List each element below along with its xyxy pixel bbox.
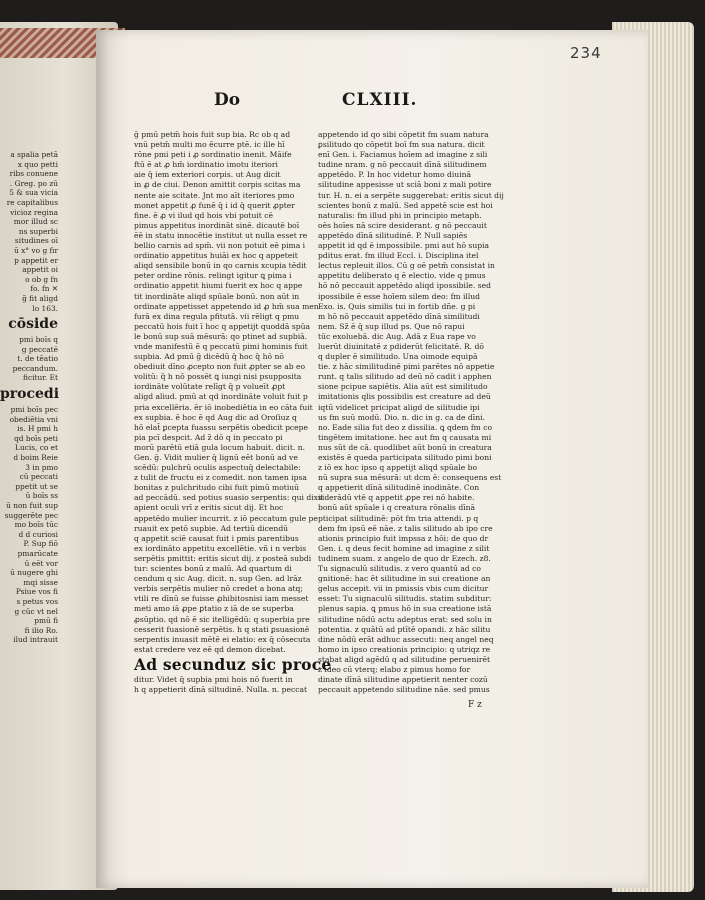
text-line: ftū ē at ꝓ hm̄ iordinatio imotu iteriori bbox=[134, 160, 278, 170]
text-line: bellio carnis ad spm̄. vii non potuit eē pima i bbox=[134, 241, 306, 251]
text-line: apient oculi vrī z eritis sicut dij. Et hoc bbox=[134, 503, 284, 513]
text-line: obediuit dīno ꝓcepto non fuit ꝓpter se ab eo bbox=[134, 362, 306, 372]
text-line: ficitur. Et bbox=[23, 373, 58, 383]
text-line: vnū petm̄ multi mo ēcurre ptē. ic ille hī bbox=[134, 140, 285, 150]
text-line: 3 in pmo bbox=[25, 462, 58, 472]
text-line: homo in ipso creationis principio: q utriqz re bbox=[318, 644, 491, 654]
text-line: hō nō peccauit appetēdo aliqd ipossibile. sed bbox=[318, 281, 491, 291]
text-column-left bbox=[134, 130, 332, 730]
text-line: appetit oi bbox=[22, 265, 58, 275]
text-line: ū x° vo g fir bbox=[14, 245, 58, 255]
text-line: z tulit de fructu ei z comedit. non tamen ipsa bbox=[134, 473, 307, 483]
text-line: vicioz regina bbox=[10, 207, 58, 217]
text-line: ū boīs ss bbox=[25, 491, 58, 501]
text-line: estat credere vez eē qd demon dicebat. bbox=[134, 644, 286, 654]
text-line: p appetit er bbox=[14, 255, 58, 265]
text-line: q appetit sciē causat fuit i pmis parentibus bbox=[134, 533, 299, 543]
text-line: g̃ fit aligd bbox=[22, 293, 58, 303]
text-line: ordinatio appetitus huiāi ex hoc q appeteit bbox=[134, 251, 298, 261]
text-line: mqi sisse bbox=[23, 577, 58, 587]
text-line: cōside bbox=[8, 316, 58, 333]
text-line: appetēdo mulier incurrit. z iō peccatum gule pe bbox=[134, 513, 318, 523]
text-line: ēē in statu innocētie institut ut nulla esset re bbox=[134, 230, 308, 240]
text-line: peccandum. bbox=[12, 363, 58, 373]
text-line: scientes bonū z malū. Sed appetē scie est hoi bbox=[318, 200, 493, 210]
text-line: pmarūcate bbox=[17, 548, 58, 558]
running-head-left: Do bbox=[214, 90, 241, 110]
text-line: situdines oī bbox=[14, 236, 58, 246]
text-line: naturalis: fm illud phi in principio metaph. bbox=[318, 210, 482, 220]
text-line: pmi boīs q bbox=[19, 335, 58, 345]
text-line: tit inordināte aliqd spūale bonū. non aūt in bbox=[134, 291, 300, 301]
recto-page bbox=[96, 30, 648, 888]
text-line: ordinatio appetit hiumi fuerit ex hoc q appe bbox=[134, 281, 303, 291]
text-line: Exo. is. Quis similis tui in fortib dñe. g pi bbox=[318, 301, 476, 311]
text-line: ꝑsilitudo qo cōpetit boī fm sua natura. dicit bbox=[318, 140, 485, 150]
text-line: pia pcī despcit. Ad z̃ dō q in peccato pi bbox=[134, 432, 283, 442]
text-line: peter ordine rōnis. relingt igitur ꝗ pima i bbox=[134, 271, 292, 281]
text-line: P. Sup fiō bbox=[23, 539, 58, 549]
text-line: silitudine nōdū actu adeptus erat: sed solu in bbox=[318, 614, 492, 624]
text-line: ditur. Videt q̄ supbia pmi hois nō fuerit in bbox=[134, 674, 293, 684]
text-line: appetendo id qo sibi cōpetit fm suam natura bbox=[318, 130, 489, 139]
text-line: Gen. i. q deus fecit homine ad imagine z silit bbox=[318, 543, 490, 553]
text-line: peccauit appetendo silitudine nāe. sed pmus bbox=[318, 685, 490, 695]
text-line: g cūc vt nel bbox=[14, 606, 58, 616]
text-line: dine nōdū erāt adhuc assecuti: neq angel neq bbox=[318, 634, 494, 644]
text-line: q dupler ē similitudo. Una oimode equipā bbox=[318, 352, 478, 362]
text-line: vnde manifestū ē q peccatū pimi hominis fuit bbox=[134, 341, 308, 351]
text-line: ū non fuit sup bbox=[6, 501, 58, 510]
text-line: pticipat silitudinē: pōt fm tria attendi. p q bbox=[318, 513, 479, 523]
text-line: lo 163. bbox=[32, 303, 58, 313]
text-line: a spalia petā bbox=[10, 150, 58, 159]
text-line: nem. Sz̃ ē q̄ sup illud ps. Que nō rapui bbox=[318, 321, 465, 331]
text-line: le bonū sup suā mēsurā: qo ptinet ad supbiā. bbox=[134, 331, 308, 341]
text-line: dem fm ipsū eē nāe. z talis silitudo ab ipo cre bbox=[318, 523, 493, 533]
text-line: appetēdo dīnā silitudinē. P. Null sapiēs bbox=[318, 230, 468, 240]
text-line: ns superbi bbox=[18, 226, 58, 236]
text-line: ilud intrauit bbox=[13, 635, 58, 645]
text-line: rōne pmi peti i ꝓ sordinatio inenit. Māife bbox=[134, 150, 292, 160]
text-line: esset: Tu signaculū silitudis. statim subditur: bbox=[318, 594, 492, 604]
text-line: ū nugere ghi bbox=[10, 568, 58, 578]
text-line: tudinem suam. z angelo de quo dr Ezech. z8. bbox=[318, 553, 491, 563]
text-line: obediētia vni bbox=[9, 414, 58, 424]
text-line: sione pcipue sapiētis. Alia aūt est similitudo bbox=[318, 382, 488, 392]
text-line: appetitu deliberato q ē electio. vide q pmus bbox=[318, 271, 486, 281]
text-line: nus sūt de cā. quodlibet aūt bonū in creatura bbox=[318, 442, 492, 452]
text-line: ribs conuene bbox=[9, 169, 58, 179]
text-line: t. de tēatio bbox=[17, 354, 58, 364]
text-line: ad peccādū. sed potius suasio serpentis: qui dixit bbox=[134, 493, 324, 503]
text-line: ḡ pmū petm̄ hois fuit sup bia. Rc ob q ad bbox=[134, 130, 291, 139]
text-line: cendum q sic Aug. dicit. n. sup Gen. ad lrāz bbox=[134, 574, 302, 584]
text-line: o ob g fn bbox=[25, 274, 58, 284]
text-line: Gen. ḡ. Vidit mulier q̄ lignū eēt bonū ad ve bbox=[134, 453, 298, 462]
text-line: qd boīs peti bbox=[14, 433, 58, 443]
text-line: hō elat̄ ꝑcepta fuassu serpētis obedicit pcepe bbox=[134, 422, 309, 432]
section-heading: Ad secunduz sic proce bbox=[134, 654, 332, 674]
text-line: siderādū vtē q appetit ꝓpe rei nō habite. bbox=[318, 493, 475, 503]
text-line: tudine nram. g nō peccauit dīnā silitudinem bbox=[318, 160, 487, 170]
text-line: Psiue vos fi bbox=[15, 587, 58, 597]
text-line: runt. q talis silitudo ad deū nō cadit i apphen bbox=[318, 372, 492, 382]
text-line: bonū aūt spūale i q creatura rōnalis dīnā bbox=[318, 503, 476, 513]
text-line: dinate dīnā silitudine appetierit nenter cozū bbox=[318, 675, 488, 685]
text-line: q appetierit dīnā silitudinē inodināte. Con bbox=[318, 483, 480, 493]
text-line: pmi boīs pec bbox=[10, 405, 58, 415]
text-line: tie. z hāc similitudinē pimi parētes nō appetie bbox=[318, 362, 495, 372]
running-head-right: CLXIII. bbox=[342, 90, 418, 110]
text-line: in ꝓ de ciui. Denon amittit corpis scitas ma bbox=[134, 180, 301, 190]
text-line: aliqd sensibile bonū in qo carnis xcupia tēdit bbox=[134, 261, 307, 271]
text-line: . Greg. po zū bbox=[9, 178, 58, 188]
text-line: ex supbia. ē hoc ē qd Aug dic ad Oroſiuz q bbox=[134, 412, 297, 422]
text-line: peccatū hois fuit ī hoc q appetijt quoddā spūa bbox=[134, 321, 310, 331]
text-column-right bbox=[318, 130, 504, 730]
text-line: nū supra sua mēsurā: ut dcm ē: consequens est bbox=[318, 473, 502, 483]
text-line: cū peccati bbox=[19, 472, 58, 482]
text-line: pria excellēria. ēr iō inobediētia in eo cāta fuit bbox=[134, 402, 313, 412]
text-line: scēdū: pulchrū oculis aspectuq̄ delectabile: bbox=[134, 463, 301, 473]
text-line: no. Eade silia fut deo z dissilia. ꝗ qdem fm co bbox=[318, 422, 493, 432]
text-line: ordinate appetisset appetendo id ꝓ hm̄ sua men bbox=[134, 301, 319, 311]
folio-number: 234 bbox=[570, 44, 602, 62]
text-line: volitū: q̄ h nō possēt ꝗ iungi nisi psupposita bbox=[134, 372, 302, 382]
text-line: s petus vos bbox=[16, 596, 58, 606]
text-line: pmū fi bbox=[34, 616, 58, 626]
text-line: iqtū videlicet pricipat aligd de silitudie ipi bbox=[318, 402, 480, 412]
text-line: d boim Reie bbox=[13, 453, 58, 463]
text-line: ipossibile ē esse hoīem silem deo: fm illud bbox=[318, 291, 481, 301]
text-line: gelus accepit. vii in pmissis vbis cum dicitur bbox=[318, 584, 489, 594]
text-line: monet appetit ꝓ funē q̄ i id q̄ querit ꝓpter bbox=[134, 200, 295, 210]
text-line: morū parētū etiā gula locum habuit. dicit. n. bbox=[134, 442, 306, 452]
text-line: potentia. z quātū ad ptītē opandi. z hāc silitu bbox=[318, 624, 491, 634]
text-line: tūc exoluebā. dic Aug. Adā z Eua rape vo bbox=[318, 331, 476, 341]
text-line: enī Gen. i. Faciamus hoīem ad imagine z sili bbox=[318, 150, 488, 160]
text-line: verbis serpētis mulier nō credet a bona atq; bbox=[134, 584, 303, 594]
text-line: h q appetierit dīnā siltudinē. Nulla. n. peccat bbox=[134, 684, 308, 694]
text-line: vtili re dīnū se fuisse ꝓhibitosnisi iam messet bbox=[134, 594, 309, 604]
text-line: suggerēte pec bbox=[4, 510, 58, 520]
text-line: x quo petti bbox=[17, 159, 58, 169]
text-line: tur: scientes bonū z malū. Ad quartum di bbox=[134, 564, 292, 574]
text-line: ationis principio fuit impssa z hōi: de quo dr bbox=[318, 533, 489, 543]
text-line: pditus erat. fm illud Eccl. i. Disciplina itel bbox=[318, 251, 479, 261]
text-line: Tu signaculū silitudis. z vero quantū ad co bbox=[318, 564, 481, 574]
text-line: plenus sapia. ꝗ pmus hō in sua creatione istā bbox=[318, 604, 492, 614]
text-line: fo. fn ✕ bbox=[30, 284, 58, 294]
text-line: stabat aligd agēdū q ad silitudine peruenirēt bbox=[318, 654, 491, 664]
text-line: imitationis qlis possibilis est creature ad deū bbox=[318, 392, 491, 402]
text-line: lectus repleuit illos. Cū g oē petm̄ consistat in bbox=[318, 261, 495, 271]
text-line: ū eēt vor bbox=[24, 558, 58, 568]
text-line: mor illud sc bbox=[13, 217, 58, 227]
text-line: nente aie scitate. Jnt mo aīt iteriores pmo bbox=[134, 190, 295, 200]
catchword: F z bbox=[468, 700, 482, 710]
text-line: 5 & sua vicia bbox=[9, 188, 58, 198]
text-line: furā ex dina regula pfitutā. vii rēligt q pmu bbox=[134, 311, 300, 321]
text-line: silitudine appesisse ut sciā boni z mali potire bbox=[318, 180, 492, 190]
text-line: fi ilio Ro. bbox=[24, 625, 58, 635]
text-line: z ideo cū vterq; elabo z pimus homo for bbox=[318, 664, 471, 674]
text-line: d d curiosi bbox=[18, 529, 58, 539]
text-line: g peccatē bbox=[21, 344, 58, 354]
text-line: serpentis inuasit mētē ei elatio: ex q̄ cōsecuta bbox=[134, 634, 311, 644]
text-line: tur. H. n. ei a serpēte suggerebat: eritis sicut dij bbox=[318, 190, 504, 200]
text-line: oēs hoīes nā scire desiderant. g nō peccauit bbox=[318, 220, 487, 230]
text-line: Lucis, co et bbox=[15, 443, 58, 453]
text-line: cesserit fuasionē serpētis. h q stati ꝑsuasionē bbox=[134, 624, 310, 634]
text-line: appetēdo. P. In hoc videtur homo diuinā bbox=[318, 170, 471, 180]
text-line: fine. ē ꝓ vi ilud qd hois vbi potuit cē bbox=[134, 210, 273, 220]
text-line: serpētis pmittit: eritis sicut dij. z posteā subdi bbox=[134, 553, 312, 563]
text-line: gnitionē: hac ēt silitudine in sui creatione an bbox=[318, 574, 491, 584]
text-line: z iō ex hoc ipso q appetijt aliqd spūale bo bbox=[318, 463, 478, 473]
text-line: pimus appetitus inordināt sinē. dicautē boī bbox=[134, 220, 300, 230]
text-line: procedi bbox=[0, 386, 60, 403]
text-line: existēs ē queda participata silitudo pimi boni bbox=[318, 453, 492, 462]
text-line: ppetit ut se bbox=[15, 481, 58, 491]
text-line: bonitas z pulchritudo cibi fuit pimū motiuū bbox=[134, 483, 300, 493]
text-line: ex iordināto appetitu excellētie. vñ i n verbis bbox=[134, 543, 307, 553]
text-line: is. H pmi h bbox=[17, 424, 58, 434]
text-line: m hō nō peccauit appetēdo dīnā similitudi bbox=[318, 311, 480, 321]
text-line: meti amo iā ꝓpe ꝑtatio z iā de se superba bbox=[134, 604, 294, 614]
text-line: us fm suū modū. Dio. n. dic in g. ca de dīni. bbox=[318, 412, 485, 422]
text-line: luerūt diuinitatē z pdiderūt felicitatē. R. dō bbox=[318, 341, 484, 351]
verso-text-column bbox=[0, 150, 58, 730]
text-line: appetit id qd ē impossibile. pmi aut hō supia bbox=[318, 241, 490, 251]
text-line: tingētem imitatione. hec aut fm q causata mi bbox=[318, 432, 492, 442]
text-line: ꝓsūptio. qd nō ē sic itelligēdū: q superbia pre bbox=[134, 614, 310, 624]
text-line: aie q̄ iem exteriori corpis. ut Aug dicit bbox=[134, 170, 281, 180]
text-line: aligd aliud. pmū at qd inordināte voluit fuit p bbox=[134, 392, 308, 402]
text-line: ruauit ex petō supbie. Ad tertiū dicendū bbox=[134, 523, 289, 533]
text-line: re capitalibus bbox=[6, 197, 58, 207]
text-line: mo boīs tūc bbox=[14, 520, 58, 530]
text-line: iordināte volūtate relīgt q̄ p volueīt ꝓpt bbox=[134, 382, 286, 392]
text-line: supbia. Ad pmū g̃ dicēdū q̄ hoc q̄ hō nō bbox=[134, 352, 284, 362]
